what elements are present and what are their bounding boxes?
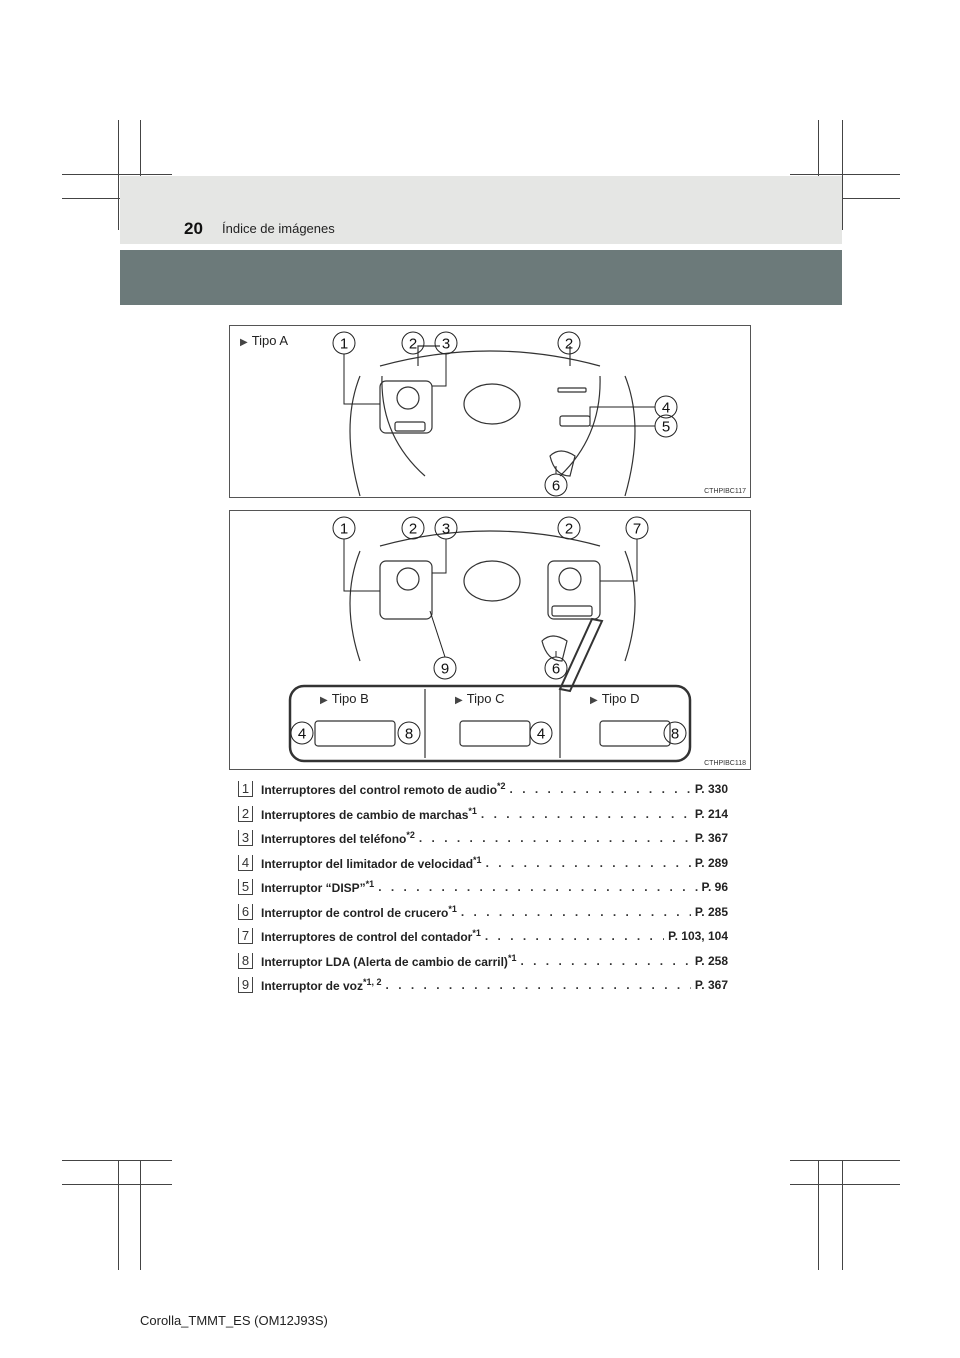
crop-mark [62,1184,172,1185]
item-number: 4 [238,855,253,871]
page-reference[interactable]: P. 367 [694,978,728,993]
crop-mark [842,120,843,230]
figure-code: CTHPIBC117 [704,488,746,495]
callout-number: 2 [408,335,418,353]
item-number: 7 [238,928,253,944]
item-number: 3 [238,830,253,846]
callout-number: 2 [564,520,574,538]
callout-number: 8 [670,725,680,743]
list-item [238,949,728,974]
crop-mark [818,1160,819,1270]
callout-number: 2 [408,520,418,538]
item-number: 2 [238,806,253,822]
item-text: Interruptores de control del contador$^{*1}$ [261,928,481,945]
legend-list [238,777,728,998]
page-reference[interactable]: P. 367 [694,831,728,846]
callout-number: 9 [440,660,450,678]
section-banner [120,250,842,305]
figure-tipo-b-c-d [229,510,751,770]
callout-number: 2 [564,335,574,353]
crop-mark [118,120,119,230]
item-text: Interruptor de control de crucero$^{*1}$ [261,903,457,920]
leader-dots [461,905,691,919]
item-text: Interruptor LDA (Alerta de cambio de carril)$^{*1}$ [261,952,517,969]
leader-dots [419,831,691,845]
page-reference[interactable]: P. 285 [694,904,728,919]
steering-wheel-diagram-b [230,511,750,769]
variant-label-b: ▶ Tipo B [320,691,369,706]
callout-number: 4 [297,725,307,743]
item-text: Interruptores del control remoto de audio$^{*2}$ [261,781,506,798]
crop-mark [790,174,900,175]
list-item [238,777,728,802]
callout-number: 3 [441,520,451,538]
list-item [238,802,728,827]
page-reference[interactable]: P. 103, 104 [668,929,728,944]
list-item [238,900,728,925]
item-text: Interruptor del limitador de velocidad$^{*1}$ [261,854,482,871]
callout-number: 1 [339,520,349,538]
callout-number: 4 [536,725,546,743]
callout-number: 7 [632,520,642,538]
crop-mark [62,1160,172,1161]
variant-label-d: ▶ Tipo D [590,691,640,706]
item-text: Interruptor de voz$^{*1, 2}$ [261,977,382,994]
item-text: Interruptores del teléfono$^{*2}$ [261,830,415,847]
footer-text: Corolla_TMMT_ES (OM12J93S) [140,1313,328,1328]
page-reference[interactable]: P. 330 [694,782,728,797]
leader-dots [481,807,691,821]
triangle-icon: ▶ [320,695,328,706]
list-item [238,826,728,851]
crop-mark [118,1160,119,1270]
triangle-icon: ▶ [240,337,248,348]
crop-mark [790,1160,900,1161]
item-number: 6 [238,904,253,920]
leader-dots [486,856,691,870]
item-number: 9 [238,977,253,993]
callout-number: 4 [661,399,671,417]
crop-mark [790,1184,900,1185]
callout-number: 5 [661,418,671,436]
callout-number: 6 [551,477,561,495]
figure-tipo-a [229,325,751,498]
item-number: 8 [238,953,253,969]
callout-number: 3 [441,335,451,353]
page-reference[interactable]: P. 258 [694,953,728,968]
section-title: Índice de imágenes [222,221,335,236]
crop-mark [62,174,172,175]
page-reference[interactable]: P. 289 [694,855,728,870]
triangle-icon: ▶ [455,695,463,706]
callout-number: 6 [551,660,561,678]
leader-dots [510,782,691,796]
crop-mark [140,1160,141,1270]
triangle-icon: ▶ [590,695,598,706]
page-number: 20 [184,219,203,238]
list-item [238,973,728,998]
list-item [238,924,728,949]
steering-wheel-diagram-a [230,326,750,497]
item-number: 5 [238,879,253,895]
leader-dots [386,978,691,992]
leader-dots [378,880,697,894]
callout-number: 1 [339,335,349,353]
page-reference[interactable]: P. 214 [694,806,728,821]
leader-dots [485,929,664,943]
item-number: 1 [238,781,253,797]
item-text: Interruptor “DISP”$^{*1}$ [261,879,375,896]
item-text: Interruptores de cambio de marchas$^{*1}$ [261,805,477,822]
figure-code: CTHPIBC118 [704,760,746,767]
leader-dots [520,954,690,968]
list-item [238,851,728,876]
callout-number: 8 [404,725,414,743]
list-item [238,875,728,900]
figure-a-label: ▶ Tipo A [240,333,289,348]
crop-mark [842,1160,843,1270]
page-reference[interactable]: P. 96 [701,880,728,895]
variant-label-c: ▶ Tipo C [455,691,505,706]
